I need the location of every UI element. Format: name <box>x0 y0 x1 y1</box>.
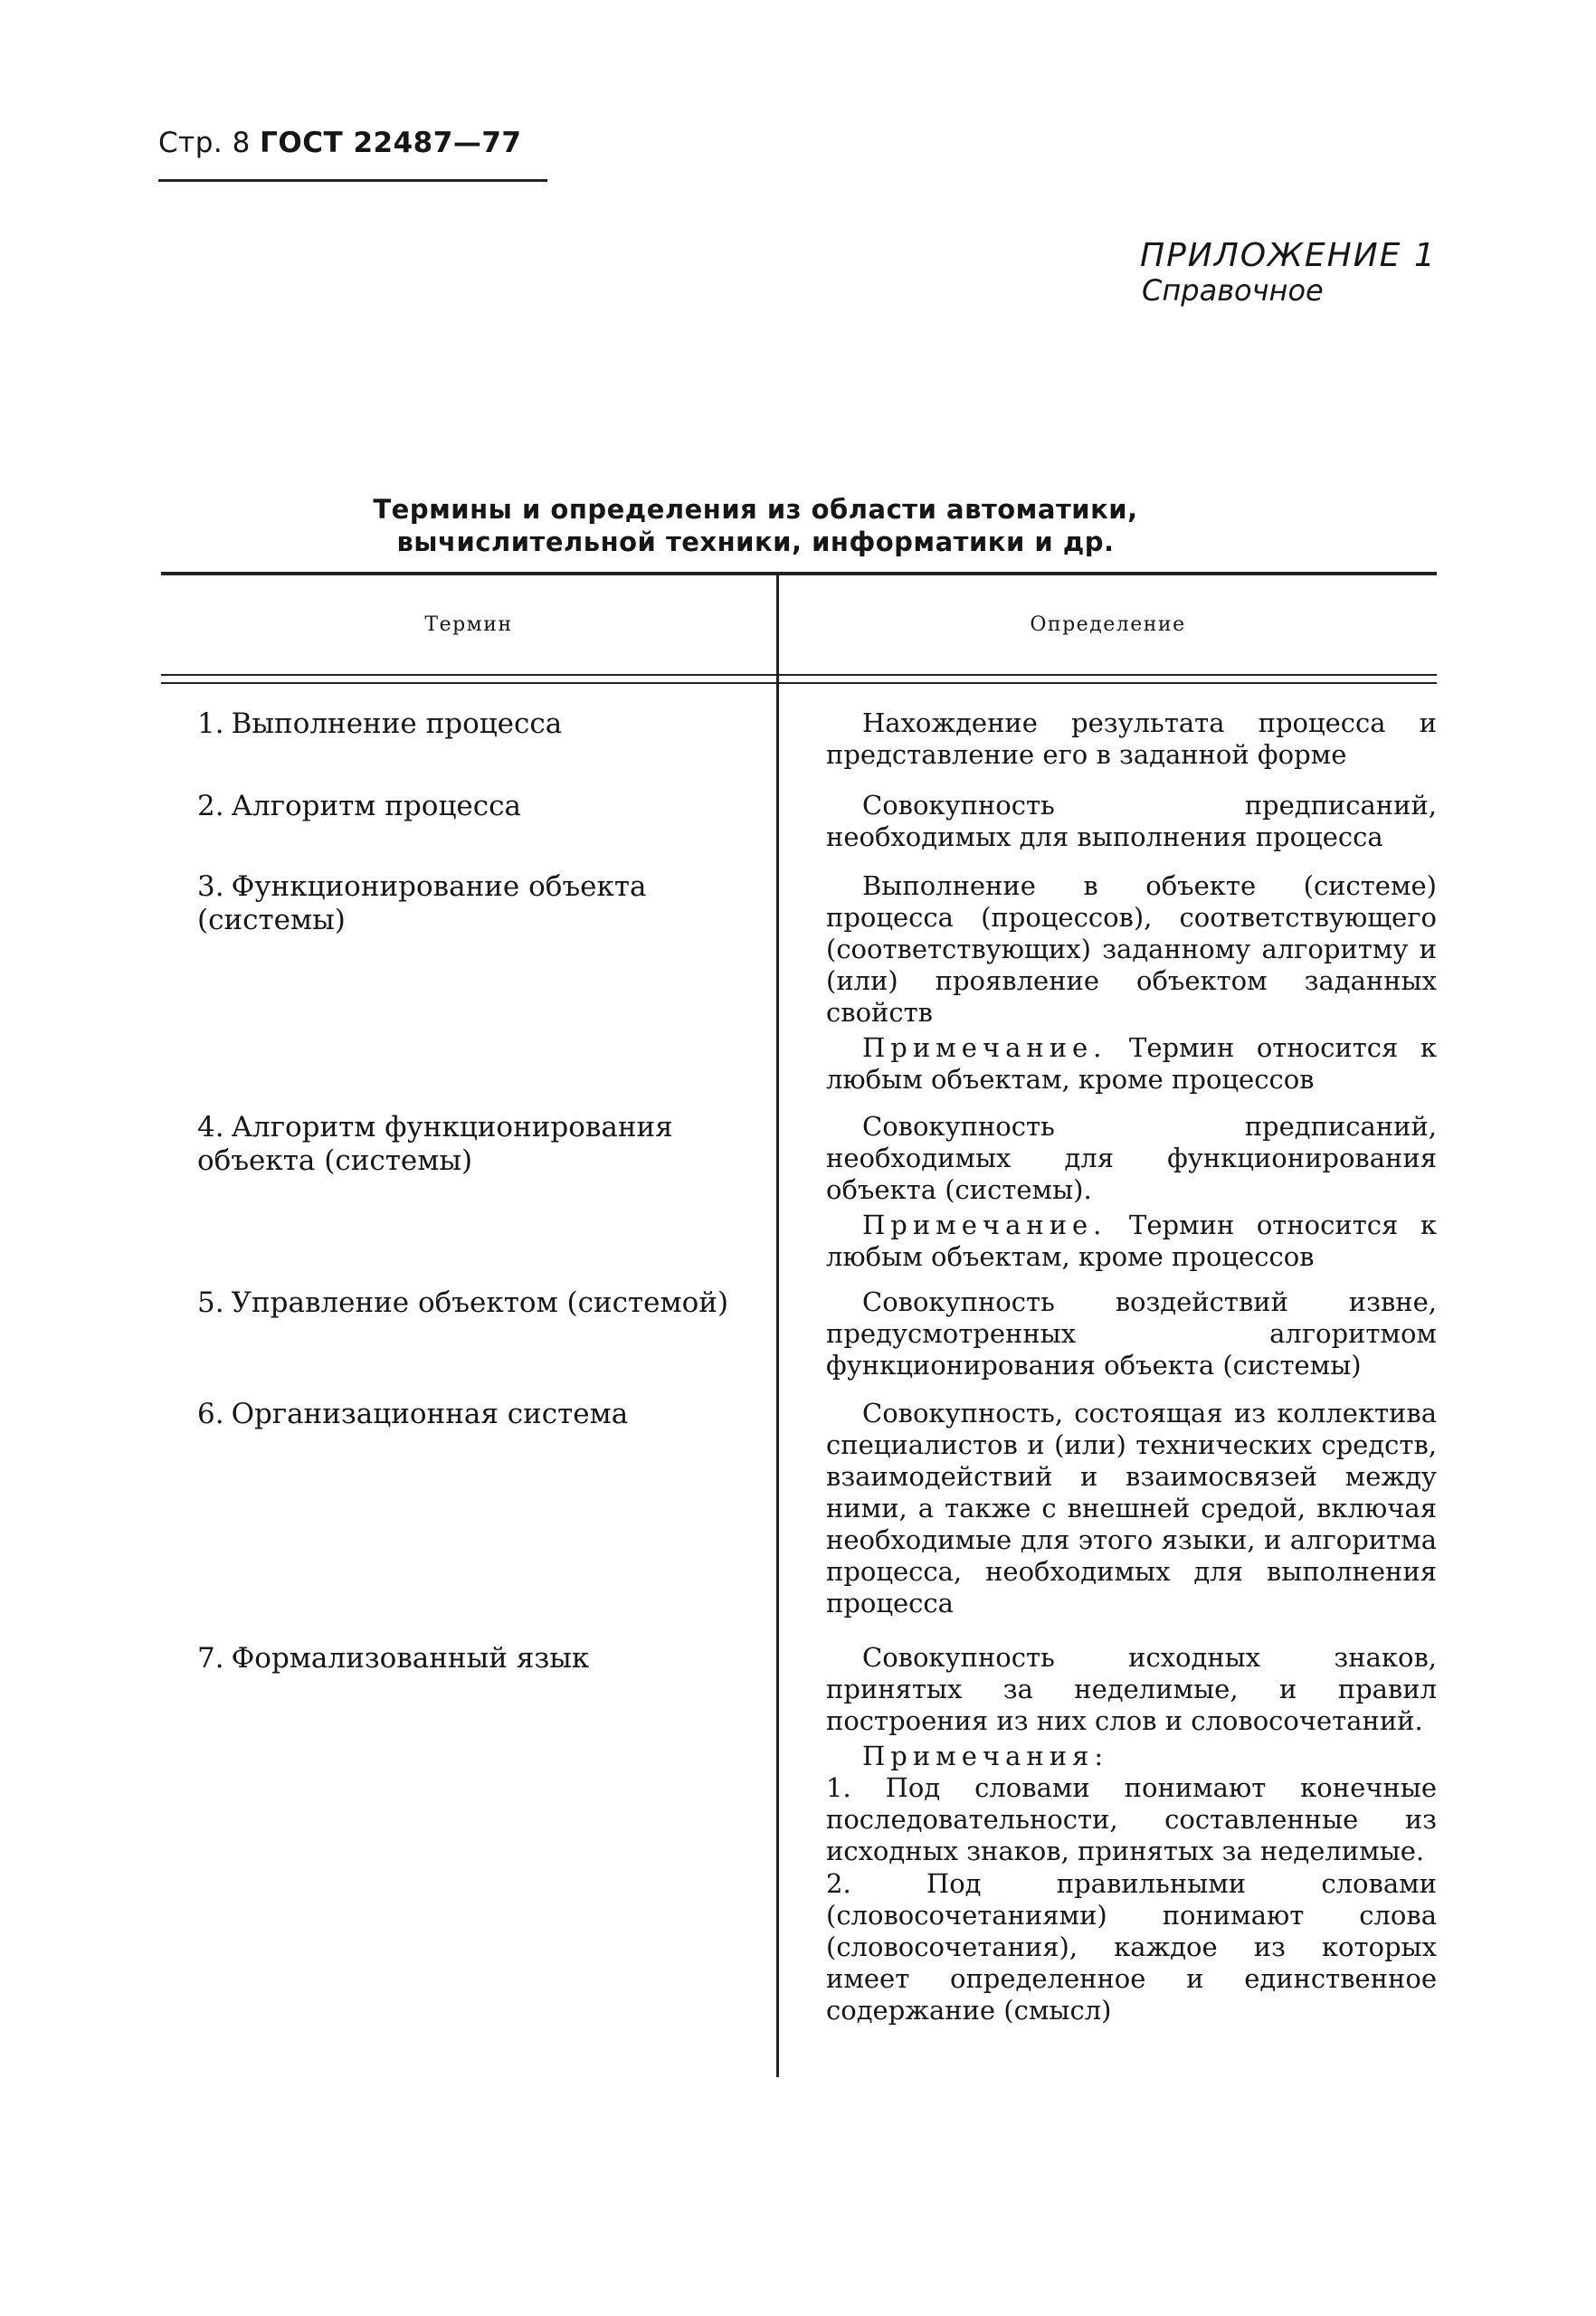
definition-text: Выполнение в объекте (системе) процесса (процессов), соответствующего (соответствующих) заданному алгоритму и (или) проявление объектом заданных свойств <box>826 870 1437 1029</box>
definition-cell <box>826 1111 1437 1273</box>
term-cell <box>197 1286 740 1320</box>
definition-text: Совокупность воздействий извне, предусмотренных алгоритмом функционирования объекта (системы) <box>826 1286 1437 1381</box>
header-rule <box>158 179 547 182</box>
definition-text: Совокупность исходных знаков, принятых за неделимые, и правил построения из них слов и словосочетаний. <box>826 1642 1437 1737</box>
term-number: 1. <box>197 707 224 740</box>
term-number: 7. <box>197 1642 224 1675</box>
definition-note: 2. Под правильными словами (словосочетаниями) понимают слова (словосочетания), каждое из которых имеет определенное и единственное содержание (смысл) <box>826 1867 1437 2026</box>
note-text: Термин относится к любым объектам, кроме процессов <box>826 1210 1437 1273</box>
term-text: Формализованный язык <box>231 1642 590 1675</box>
document-title <box>271 493 1240 559</box>
header-separator-rule-double <box>161 682 1437 684</box>
page-label: Стр. 8 <box>158 127 251 159</box>
note-label: Примечание. <box>862 1032 1107 1064</box>
term-number: 5. <box>197 1286 224 1319</box>
definition-cell <box>826 1398 1437 1620</box>
term-text: Алгоритм процесса <box>231 790 521 822</box>
definition-cell <box>826 790 1437 853</box>
definition-text: Совокупность предписаний, необходимых для выполнения процесса <box>826 790 1437 853</box>
header-separator-rule <box>161 674 1437 676</box>
term-text: Управление объектом (системой) <box>231 1286 729 1319</box>
term-number: 3. <box>197 870 224 903</box>
definition-cell <box>826 707 1437 771</box>
document-title-line-2: вычислительной техники, информатики и др. <box>396 527 1115 558</box>
column-divider <box>776 575 779 2077</box>
column-header-term: Термин <box>424 613 513 636</box>
definition-cell <box>826 1286 1437 1381</box>
term-number: 6. <box>197 1398 224 1430</box>
appendix-title: ПРИЛОЖЕНИЕ 1 <box>1140 237 1437 274</box>
term-cell <box>197 870 740 936</box>
notes-label: Примечания: <box>862 1741 1109 1772</box>
standard-number: ГОСТ 22487—77 <box>260 127 522 159</box>
appendix-subtitle: Справочное <box>1142 273 1324 308</box>
definition-note <box>826 1032 1437 1096</box>
definition-cell <box>826 870 1437 1096</box>
definition-text: Совокупность предписаний, необходимых для функционирования объекта (системы). <box>826 1111 1437 1206</box>
term-cell <box>197 1642 740 1675</box>
term-text: Выполнение процесса <box>231 707 563 740</box>
appendix-block <box>1140 237 1437 308</box>
definition-text: Совокупность, состоящая из коллектива специалистов и (или) технических средств, взаимодействий и взаимосвязей между ними, а также с внешней средой, включая необходимые для этого языки, и алгоритма процесса, необходимых для выполнения процесса <box>826 1398 1437 1619</box>
term-cell <box>197 790 740 823</box>
column-header-definition: Определение <box>1030 613 1186 636</box>
definition-note <box>826 1210 1437 1273</box>
term-text: Функционирование объекта (системы) <box>197 870 647 936</box>
document-title-line-1: Термины и определения из области автоматики, <box>373 494 1138 525</box>
note-label: Примечание. <box>862 1210 1107 1241</box>
definition-note: 1. Под словами понимают конечные последовательности, составленные из исходных знаков, принятых за неделимые. <box>826 1772 1437 1867</box>
term-cell <box>197 1111 740 1177</box>
term-number: 4. <box>197 1111 224 1144</box>
table-top-rule <box>161 572 1437 575</box>
term-text: Организационная система <box>231 1398 629 1430</box>
note-text: Термин относится к любым объектам, кроме процессов <box>826 1032 1437 1096</box>
term-cell <box>197 707 740 741</box>
term-text: Алгоритм функционирования объекта (системы) <box>197 1111 673 1177</box>
term-cell <box>197 1398 740 1431</box>
term-number: 2. <box>197 790 224 822</box>
page-header <box>158 127 521 159</box>
definition-text: Нахождение результата процесса и представление его в заданной форме <box>826 707 1437 771</box>
definition-cell <box>826 1642 1437 2026</box>
